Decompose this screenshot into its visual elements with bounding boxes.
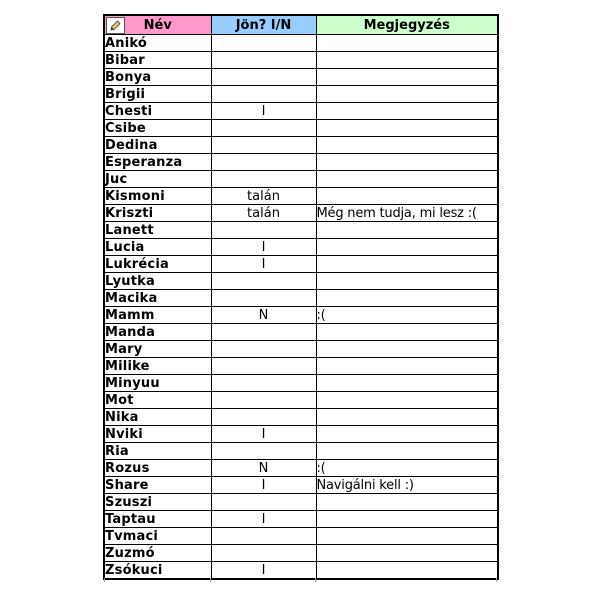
note-cell[interactable] bbox=[316, 188, 498, 205]
table-row bbox=[104, 409, 498, 426]
table-row bbox=[104, 358, 498, 375]
gridline-tick bbox=[496, 578, 497, 582]
note-cell[interactable] bbox=[316, 154, 498, 171]
table-row bbox=[104, 35, 498, 52]
table-row bbox=[104, 154, 498, 171]
name-cell[interactable]: Esperanza bbox=[104, 154, 211, 171]
table-row bbox=[104, 188, 498, 205]
name-cell[interactable]: Kriszti bbox=[104, 205, 211, 222]
name-cell[interactable]: Lucia bbox=[104, 239, 211, 256]
coming-cell[interactable] bbox=[211, 137, 316, 154]
corner-select-button[interactable] bbox=[106, 17, 125, 34]
note-cell[interactable] bbox=[316, 409, 498, 426]
name-cell[interactable]: Ria bbox=[104, 443, 211, 460]
pencil-icon bbox=[109, 19, 122, 32]
note-cell[interactable] bbox=[316, 426, 498, 443]
note-cell[interactable] bbox=[316, 120, 498, 137]
table-row bbox=[104, 69, 498, 86]
coming-cell[interactable]: N bbox=[211, 307, 316, 324]
name-cell[interactable]: Rozus bbox=[104, 460, 211, 477]
name-cell[interactable]: Taptau bbox=[104, 511, 211, 528]
coming-cell[interactable]: I bbox=[211, 103, 316, 120]
table-row bbox=[104, 307, 498, 324]
coming-cell[interactable] bbox=[211, 86, 316, 103]
table-row bbox=[104, 562, 498, 580]
coming-cell[interactable] bbox=[211, 341, 316, 358]
table-row bbox=[104, 460, 498, 477]
coming-cell[interactable]: talán bbox=[211, 188, 316, 205]
table-row bbox=[104, 528, 498, 545]
coming-cell[interactable] bbox=[211, 120, 316, 137]
table-row bbox=[104, 205, 498, 222]
column-header-note-label: Megjegyzés bbox=[363, 17, 450, 33]
table-row bbox=[104, 392, 498, 409]
name-cell[interactable]: Manda bbox=[104, 324, 211, 341]
coming-cell[interactable] bbox=[211, 273, 316, 290]
table-row bbox=[104, 52, 498, 69]
header-row bbox=[104, 15, 498, 35]
coming-cell[interactable]: I bbox=[211, 511, 316, 528]
coming-cell[interactable]: I bbox=[211, 426, 316, 443]
name-cell[interactable]: Nviki bbox=[104, 426, 211, 443]
note-cell[interactable] bbox=[316, 222, 498, 239]
coming-cell[interactable]: I bbox=[211, 239, 316, 256]
table-row bbox=[104, 477, 498, 494]
name-cell[interactable]: Nika bbox=[104, 409, 211, 426]
name-cell[interactable]: Minyuu bbox=[104, 375, 211, 392]
note-cell[interactable] bbox=[316, 528, 498, 545]
table-row bbox=[104, 103, 498, 120]
name-cell[interactable]: Mamm bbox=[104, 307, 211, 324]
coming-cell[interactable] bbox=[211, 409, 316, 426]
name-cell[interactable]: Lanett bbox=[104, 222, 211, 239]
table-row bbox=[104, 273, 498, 290]
name-cell[interactable]: Zsókuci bbox=[104, 562, 211, 580]
column-header-name-label: Név bbox=[143, 17, 172, 33]
name-cell[interactable]: Csibe bbox=[104, 120, 211, 137]
coming-cell[interactable] bbox=[211, 358, 316, 375]
coming-cell[interactable] bbox=[211, 528, 316, 545]
gridline-tick bbox=[104, 578, 105, 582]
name-cell[interactable]: Kismoni bbox=[104, 188, 211, 205]
note-cell[interactable] bbox=[316, 358, 498, 375]
table-row bbox=[104, 545, 498, 562]
note-cell[interactable] bbox=[316, 273, 498, 290]
coming-cell[interactable] bbox=[211, 324, 316, 341]
column-header-note[interactable] bbox=[316, 15, 498, 35]
note-cell[interactable] bbox=[316, 103, 498, 120]
note-cell[interactable] bbox=[316, 443, 498, 460]
coming-cell[interactable] bbox=[211, 154, 316, 171]
note-cell[interactable] bbox=[316, 239, 498, 256]
name-cell[interactable]: Milike bbox=[104, 358, 211, 375]
note-cell[interactable] bbox=[316, 52, 498, 69]
coming-cell[interactable] bbox=[211, 375, 316, 392]
coming-cell[interactable] bbox=[211, 545, 316, 562]
note-cell[interactable] bbox=[316, 290, 498, 307]
note-cell[interactable] bbox=[316, 86, 498, 103]
name-cell[interactable]: Zuzmó bbox=[104, 545, 211, 562]
coming-cell[interactable] bbox=[211, 290, 316, 307]
note-cell[interactable] bbox=[316, 392, 498, 409]
coming-cell[interactable]: N bbox=[211, 460, 316, 477]
name-cell[interactable]: Lyutka bbox=[104, 273, 211, 290]
note-cell[interactable] bbox=[316, 137, 498, 154]
name-cell[interactable]: Bibar bbox=[104, 52, 211, 69]
name-cell[interactable]: Mot bbox=[104, 392, 211, 409]
name-cell[interactable]: Dedina bbox=[104, 137, 211, 154]
coming-cell[interactable]: I bbox=[211, 477, 316, 494]
column-header-name[interactable] bbox=[104, 15, 211, 35]
table-row bbox=[104, 341, 498, 358]
name-cell[interactable]: Share bbox=[104, 477, 211, 494]
note-cell[interactable] bbox=[316, 494, 498, 511]
table-row bbox=[104, 137, 498, 154]
note-cell[interactable] bbox=[316, 171, 498, 188]
column-header-coming-label: Jön? I/N bbox=[235, 17, 292, 33]
name-cell[interactable]: Lukrécia bbox=[104, 256, 211, 273]
coming-cell[interactable] bbox=[211, 35, 316, 52]
name-cell[interactable]: Szuszi bbox=[104, 494, 211, 511]
note-cell[interactable] bbox=[316, 341, 498, 358]
name-cell[interactable]: Anikó bbox=[104, 35, 211, 52]
attendance-table bbox=[103, 14, 499, 580]
note-cell[interactable]: :( bbox=[316, 307, 498, 324]
note-cell[interactable] bbox=[316, 562, 498, 580]
coming-cell[interactable] bbox=[211, 69, 316, 86]
gridline-tick bbox=[210, 578, 211, 582]
column-header-coming[interactable] bbox=[211, 15, 316, 35]
note-cell[interactable]: Még nem tudja, mi lesz :( bbox=[316, 205, 498, 222]
coming-cell[interactable]: I bbox=[211, 562, 316, 580]
coming-cell[interactable]: I bbox=[211, 256, 316, 273]
name-cell[interactable]: Tvmaci bbox=[104, 528, 211, 545]
note-cell[interactable] bbox=[316, 511, 498, 528]
coming-cell[interactable] bbox=[211, 392, 316, 409]
table-row bbox=[104, 324, 498, 341]
table-row bbox=[104, 120, 498, 137]
table-row bbox=[104, 171, 498, 188]
table-row bbox=[104, 239, 498, 256]
table-row bbox=[104, 86, 498, 103]
name-cell[interactable]: Mary bbox=[104, 341, 211, 358]
coming-cell[interactable]: talán bbox=[211, 205, 316, 222]
coming-cell[interactable] bbox=[211, 222, 316, 239]
table-row bbox=[104, 256, 498, 273]
note-cell[interactable] bbox=[316, 35, 498, 52]
name-cell[interactable]: Chesti bbox=[104, 103, 211, 120]
name-cell[interactable]: Juc bbox=[104, 171, 211, 188]
note-cell[interactable]: :( bbox=[316, 460, 498, 477]
attendance-table-container bbox=[103, 14, 499, 580]
name-cell[interactable]: Bonya bbox=[104, 69, 211, 86]
name-cell[interactable]: Brigii bbox=[104, 86, 211, 103]
note-cell[interactable]: Navigálni kell :) bbox=[316, 477, 498, 494]
coming-cell[interactable] bbox=[211, 171, 316, 188]
name-cell[interactable]: Macika bbox=[104, 290, 211, 307]
table-row bbox=[104, 494, 498, 511]
coming-cell[interactable] bbox=[211, 494, 316, 511]
note-cell[interactable] bbox=[316, 324, 498, 341]
coming-cell[interactable] bbox=[211, 443, 316, 460]
note-cell[interactable] bbox=[316, 545, 498, 562]
table-row bbox=[104, 290, 498, 307]
table-row bbox=[104, 426, 498, 443]
note-cell[interactable] bbox=[316, 69, 498, 86]
note-cell[interactable] bbox=[316, 256, 498, 273]
table-row bbox=[104, 222, 498, 239]
gridline-tick bbox=[315, 578, 316, 582]
table-row bbox=[104, 375, 498, 392]
table-row bbox=[104, 511, 498, 528]
table-row bbox=[104, 443, 498, 460]
coming-cell[interactable] bbox=[211, 52, 316, 69]
note-cell[interactable] bbox=[316, 375, 498, 392]
